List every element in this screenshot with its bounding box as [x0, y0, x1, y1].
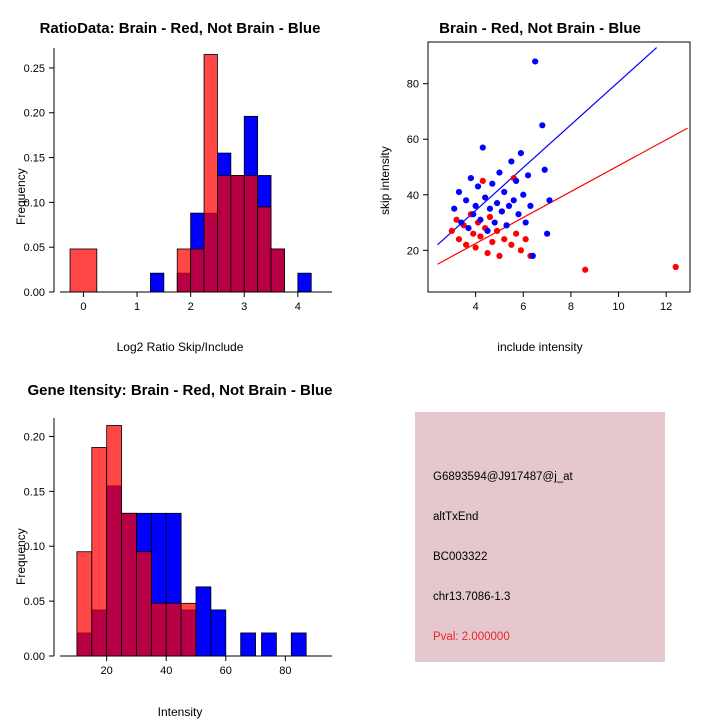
ratio-histogram-title: RatioData: Brain - Red, Not Brain - Blue: [39, 20, 321, 37]
ratio-histogram-xlabel: Log2 Ratio Skip/Include: [116, 340, 244, 354]
svg-text:0.10: 0.10: [23, 541, 45, 554]
svg-text:1: 1: [133, 301, 141, 313]
panel-gene-intensity-histogram: [0, 360, 360, 720]
ratio-histogram-ylabel: Frequency: [14, 168, 28, 225]
svg-text:20: 20: [100, 665, 113, 677]
svg-text:60: 60: [219, 665, 232, 677]
info-line-accession: BC003322: [433, 551, 488, 563]
scatter-plot: [360, 10, 720, 340]
svg-text:0.00: 0.00: [23, 651, 45, 663]
svg-text:80: 80: [279, 665, 292, 677]
svg-text:40: 40: [406, 189, 419, 202]
gene-histogram-title: Gene Itensity: Brain - Red, Not Brain - Blue: [27, 382, 333, 399]
ratio-histogram-plot: [0, 10, 360, 340]
panel-info: [360, 360, 720, 720]
svg-text:80: 80: [406, 78, 419, 91]
scatter-title: Brain - Red, Not Brain - Blue: [439, 20, 641, 37]
info-line-location: chr13.7086-1.3: [433, 591, 511, 603]
svg-text:4: 4: [294, 301, 301, 313]
svg-text:0: 0: [80, 301, 87, 313]
svg-text:0.05: 0.05: [23, 596, 45, 609]
info-box: [415, 412, 665, 662]
svg-text:6: 6: [520, 301, 527, 313]
svg-text:2: 2: [187, 301, 194, 313]
svg-text:0.15: 0.15: [23, 486, 45, 499]
info-line-probeset: G6893594@J917487@j_at: [433, 471, 573, 483]
svg-text:10: 10: [612, 301, 625, 313]
svg-text:40: 40: [160, 665, 173, 677]
svg-text:8: 8: [567, 301, 574, 313]
scatter-ylabel: skip intensity: [378, 146, 392, 215]
svg-text:0.20: 0.20: [23, 431, 45, 444]
svg-text:0.25: 0.25: [23, 62, 45, 75]
svg-text:20: 20: [406, 245, 419, 258]
svg-text:4: 4: [472, 301, 479, 313]
svg-text:0.05: 0.05: [23, 242, 45, 255]
gene-histogram-plot: [0, 372, 360, 707]
svg-text:0.15: 0.15: [23, 152, 45, 165]
panel-ratio-histogram: [0, 0, 360, 360]
scatter-xlabel: include intensity: [497, 340, 583, 354]
svg-text:60: 60: [406, 134, 419, 147]
gene-histogram-xlabel: Intensity: [157, 705, 203, 719]
panel-intensity-scatter: [360, 0, 720, 360]
info-line-event-type: altTxEnd: [433, 511, 479, 523]
svg-text:0.20: 0.20: [23, 107, 45, 120]
svg-text:3: 3: [241, 301, 248, 313]
gene-histogram-ylabel: Frequency: [14, 528, 28, 585]
info-line-pval: Pval: 2.000000: [433, 631, 510, 643]
svg-text:0.10: 0.10: [23, 197, 45, 210]
svg-text:0.00: 0.00: [23, 287, 45, 299]
svg-text:12: 12: [660, 301, 673, 313]
